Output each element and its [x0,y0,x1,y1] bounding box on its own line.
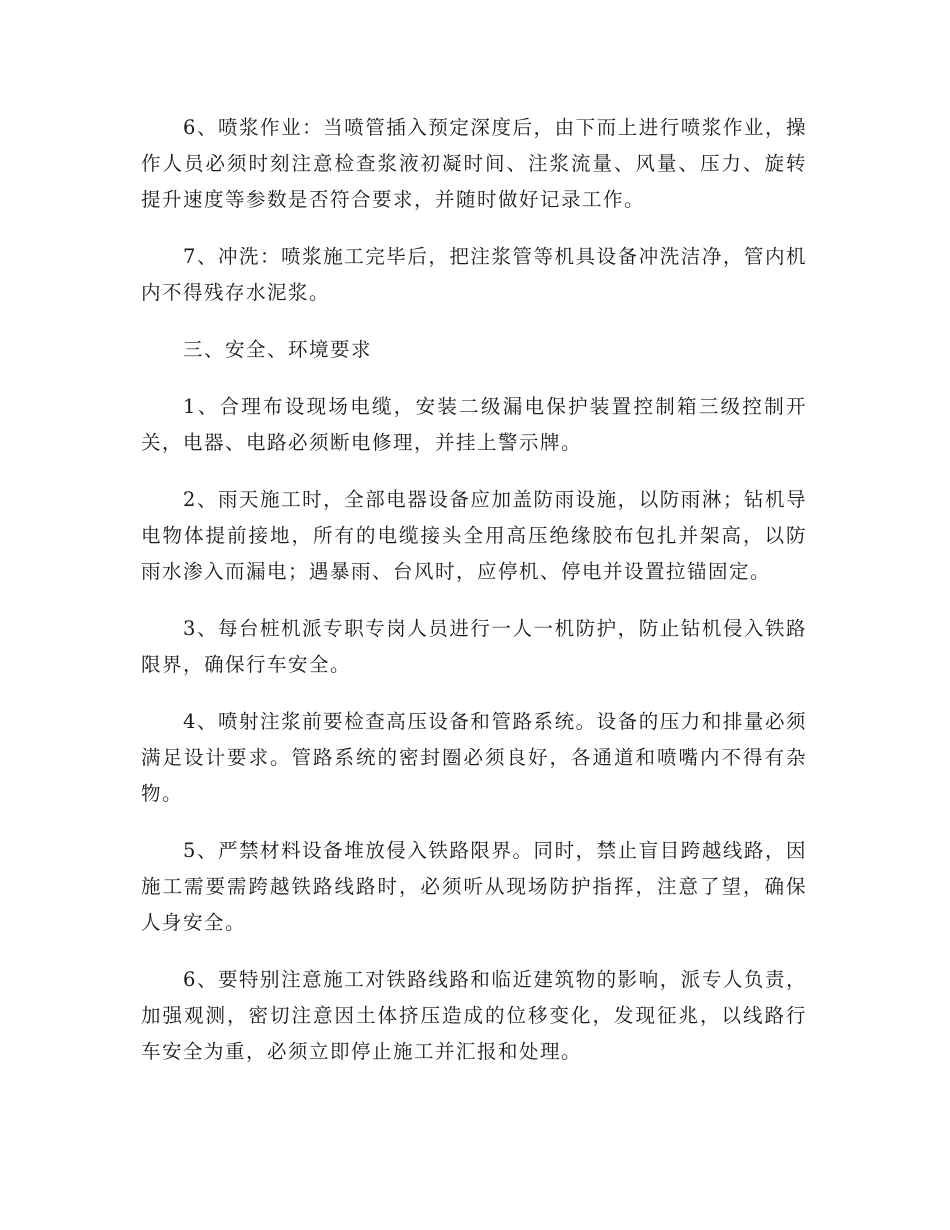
section-heading-safety-environment: 三、安全、环境要求 [183,338,373,361]
paragraph-safety-5: 5、严禁材料设备堆放侵入铁路限界。同时，禁止盲目跨越线路，因施工需要需跨越铁路线路时，必须听从现场防护指挥，注意了望，确保人身安全。 [141,839,807,934]
paragraph-safety-4: 4、喷射注浆前要检查高压设备和管路系统。设备的压力和排量必须满足设计要求。管路系统的密封圈必须良好，各通道和喷嘴内不得有杂物。 [141,710,807,805]
paragraph-safety-6: 6、要特别注意施工对铁路线路和临近建筑物的影响，派专人负责，加强观测，密切注意因土体挤压造成的位移变化，发现征兆，以线路行车安全为重，必须立即停止施工并汇报和处理。 [141,968,807,1063]
paragraph-safety-3: 3、每台桩机派专职专岗人员进行一人一机防护，防止钻机侵入铁路限界，确保行车安全。 [141,617,807,676]
paragraph-safety-2: 2、雨天施工时，全部电器设备应加盖防雨设施，以防雨淋；钻机导电物体提前接地，所有的电缆接头全用高压绝缘胶布包扎并架高，以防雨水渗入而漏电；遇暴雨、台风时，应停机、停电并设置拉锚固定。 [141,488,807,583]
paragraph-safety-1: 1、合理布设现场电缆，安装二级漏电保护装置控制箱三级控制开关，电器、电路必须断电修理，并挂上警示牌。 [141,395,807,454]
paragraph-flushing: 7、冲洗：喷浆施工完毕后，把注浆管等机具设备冲洗洁净，管内机内不得残存水泥浆。 [141,245,807,304]
document-body [141,110,807,1091]
paragraph-spray-operation: 6、喷浆作业：当喷管插入预定深度后，由下而上进行喷浆作业，操作人员必须时刻注意检查浆液初凝时间、注浆流量、风量、压力、旋转提升速度等参数是否符合要求，并随时做好记录工作。 [141,116,807,211]
